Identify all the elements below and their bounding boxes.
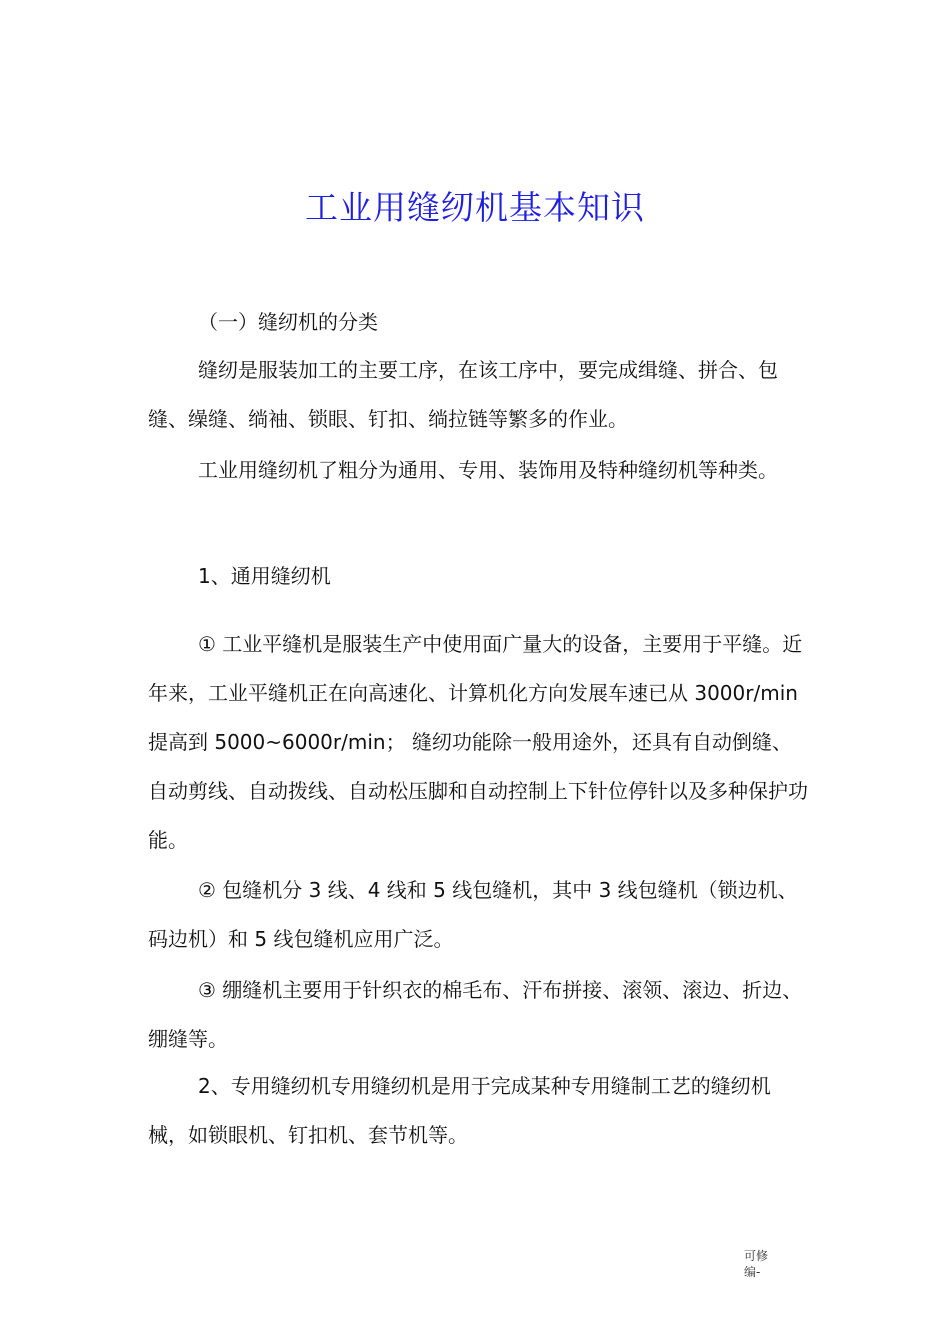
item-overlock-machine: ② 包缝机分 3 线、4 线和 5 线包缝机，其中 3 线包缝机（锁边机、码边机）和 5 线包缝机应用广泛。 [148, 878, 798, 951]
paragraph-intro: 缝纫是服装加工的主要工序，在该工序中，要完成缉缝、拼合、包缝、缲缝、绱袖、锁眼、钉扣、绱拉链等繁多的作业。 [148, 358, 778, 431]
paragraph-classification: 工业用缝纫机了粗分为通用、专用、装饰用及特种缝纫机等种类。 [198, 458, 778, 482]
page-footer-note [744, 1248, 804, 1280]
item-special-machines: 2、专用缝纫机专用缝纫机是用于完成某种专用缝制工艺的缝纫机械，如锁眼机、钉扣机、套节机等。 [148, 1074, 771, 1147]
footer-line-2: 编- [744, 1265, 761, 1279]
item-coverstitch-machine: ③ 绷缝机主要用于针织衣的棉毛布、汗布拼接、滚领、滚边、折边、绷缝等。 [148, 978, 803, 1051]
document-title: 工业用缝纫机基本知识 [305, 188, 645, 227]
item-lockstitch-machine: ① 工业平缝机是服装生产中使用面广量大的设备，主要用于平缝。近年来，工业平缝机正在向高速化、计算机化方向发展车速已从 3000r/min 提高到 5000~6000r/min； 缝纫功能除一般用途外，还具有自动倒缝、自动剪线、自动拨线、自动松压脚和自动控制上下针位停针以及多种保护功能。 [148, 632, 808, 852]
footer-line-1: 可修 [744, 1249, 769, 1263]
section-heading: （一）缝纫机的分类 [198, 310, 378, 334]
subheading-general-machines: 1、通用缝纫机 [198, 564, 331, 588]
